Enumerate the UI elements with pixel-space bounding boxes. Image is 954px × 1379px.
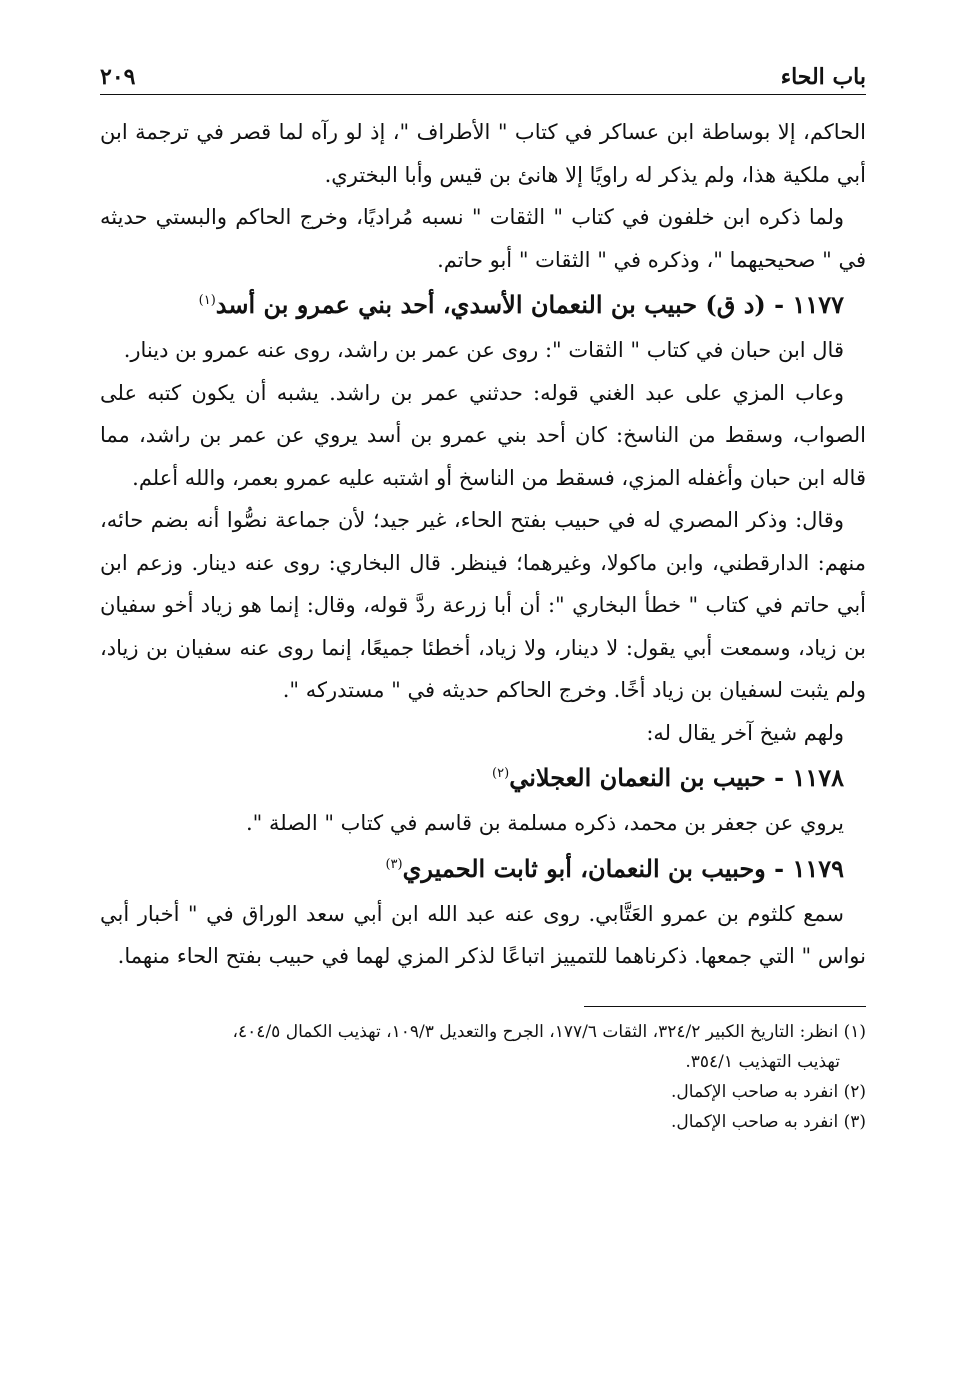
main-text (100, 111, 866, 978)
entry-title: ١١٧٩ - وحبيب بن النعمان، أبو ثابت الحميري (402, 853, 844, 883)
running-header (100, 58, 866, 90)
footnote-divider (584, 1006, 866, 1007)
page-number: ٢٠٩ (100, 64, 136, 90)
footnote-ref: (١) (198, 293, 216, 308)
paragraph: وقال: وذكر المصري له في حبيب بفتح الحاء، غير جيد؛ لأن جماعة نصُّوا أنه بضم حائه، منهم: الدارقطني، وابن ماكولا، وغيرهما؛ فينظر. قال البخاري: روى عنه دينار. وزعم ابن أبي حاتم في كتاب " خطأ البخاري ": أن أبا زرعة ردَّ قوله، وقال: إنما هو زياد أخو سفيان بن زياد، وسمعت أبي يقول: لا دينار، ولا زياد، أخطئا جميعًا، إنما روى عنه سفيان بن زياد، ولم يثبت لسفيان بن زياد أخًا. وخرج الحاكم حديثه في " مستدركه ". (100, 508, 866, 702)
book-page (100, 58, 866, 1379)
paragraph: قال ابن حبان في كتاب " الثقات ": روى عن عمر بن راشد، روى عنه عمرو بن دينار. (123, 338, 844, 362)
footnote-ref: (٢) (492, 766, 510, 781)
footnote-1: (١) انظر: التاريخ الكبير ٣٢٤/٢، الثقات ١٧٧/٦، الجرح والتعديل ١٠٩/٣، تهذيب الكمال ٤٠٤/٥، (232, 1021, 866, 1042)
footnote-ref: (٣) (385, 856, 403, 872)
paragraph: سمع كلثوم بن عمرو العَتَّابي. روى عنه عبد الله ابن أبي سعد الوراق في " أخبار أبي نواس " التي جمعها. ذكرناهما للتمييز اتباعًا لذكر المزي لهما في حبيب بفتح الحاء منهما. (100, 901, 866, 968)
chapter-title: باب الحاء (780, 64, 866, 90)
entry-title: ١١٧٨ - حبيب بن النعمان العجلاني (509, 763, 844, 792)
footnotes (100, 1017, 866, 1137)
paragraph: ولما ذكره ابن خلفون في كتاب " الثقات " نسبه مُراديًا، وخرج الحاكم والبستي حديثه في " صحيحيهما "، وذكره في " الثقات " أبو حاتم. (100, 205, 866, 272)
entry-heading-1178 (100, 754, 866, 802)
paragraph: يروي عن جعفر بن محمد، ذكره مسلمة بن قاسم في كتاب " الصلة ". (245, 811, 844, 835)
footnote-3: (٣) انفرد به صاحب الإكمال. (671, 1111, 866, 1132)
entry-heading-1179 (100, 845, 866, 893)
entry-title: ١١٧٧ - (د ق) حبيب بن النعمان الأسدي، أحد بني عمرو بن أسد (215, 290, 844, 319)
paragraph: ولهم شيخ آخر يقال له: (646, 720, 844, 745)
paragraph: وعاب المزي على عبد الغني قوله: حدثني عمر بن راشد. يشبه أن يكون كتبه على الصواب، وسقط من الناسخ: كان أحد بني عمرو بن أسد يروي عن عمر بن راشد، مما قاله ابن حبان وأغفله المزي، فسقط من الناسخ أو اشتبه عليه عمرو بعمر، والله أعلم. (100, 380, 866, 490)
paragraph: الحاكم، إلا بوساطة ابن عساكر في كتاب " الأطراف "، إذ لو رآه لما قصر في ترجمة ابن أبي ملكية هذا، ولم يذكر له راويًا إلا هانئ بن قيس وأبا البختري. (100, 120, 866, 187)
footnote-1-continuation: تهذيب التهذيب ٣٥٤/١. (685, 1051, 840, 1072)
footnote-2: (٢) انفرد به صاحب الإكمال. (671, 1081, 866, 1102)
entry-heading-1177 (100, 281, 866, 329)
header-divider (100, 94, 866, 95)
